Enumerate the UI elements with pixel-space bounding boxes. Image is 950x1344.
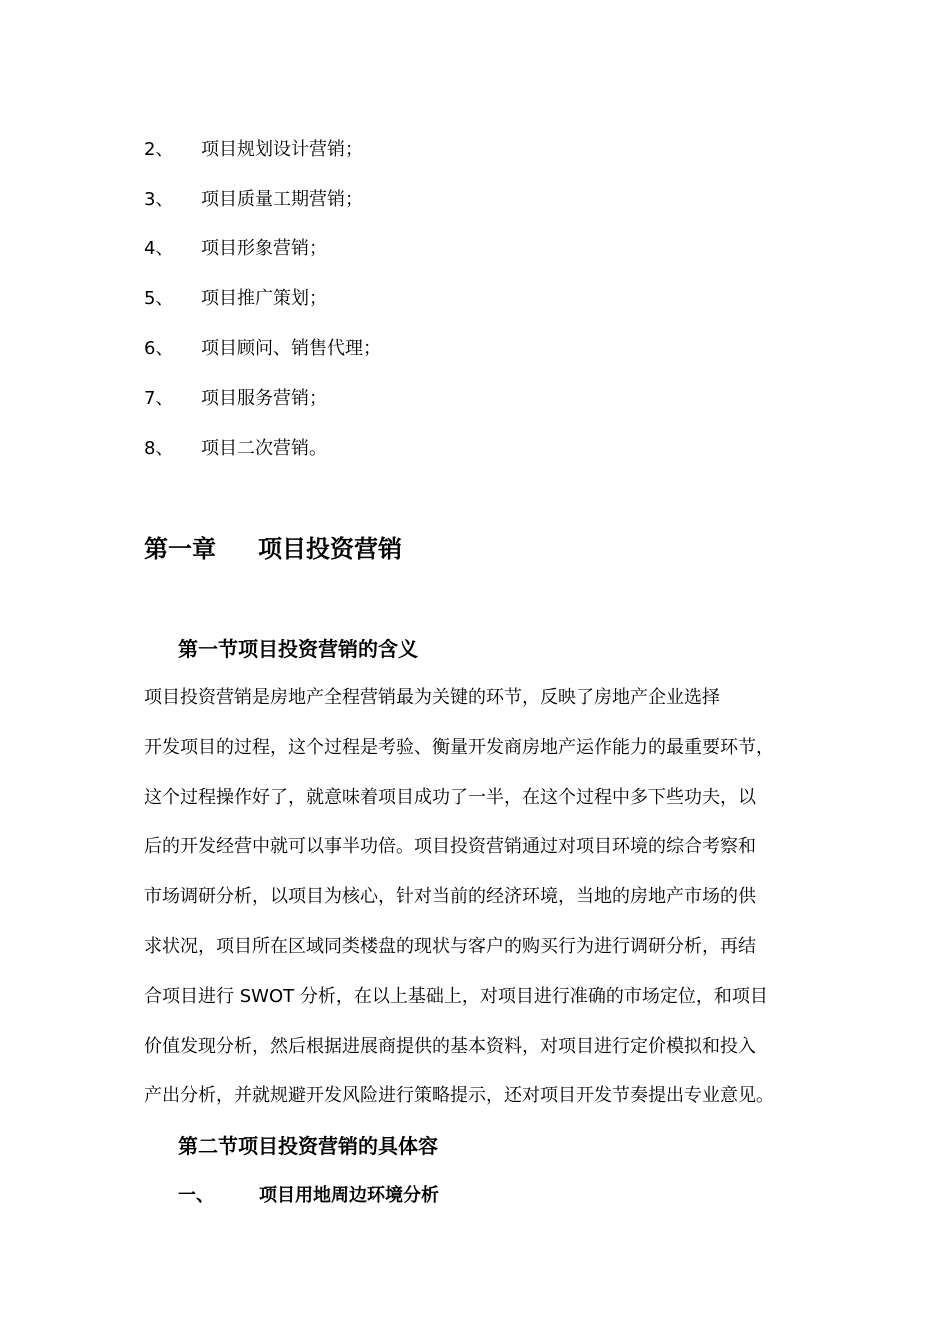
list-item-text: 项目质量工期营销； xyxy=(201,189,363,210)
paragraph-line: 求状况，项目所在区域同类楼盘的现状与客户的购买行为进行调研分析，再结 xyxy=(144,936,756,957)
list-item-text: 项目形象营销； xyxy=(201,238,327,259)
chapter-heading xyxy=(144,533,402,565)
list-item-number: 4、 xyxy=(144,238,174,259)
sub-heading-text: 项目用地周边环境分析 xyxy=(259,1185,439,1206)
paragraph-line: 开发项目的过程，这个过程是考验、衡量开发商房地产运作能力的最重要环节， xyxy=(144,737,774,758)
sub-heading-number: 一、 xyxy=(178,1185,214,1206)
list-item-text: 项目二次营销。 xyxy=(201,438,327,459)
list-item-number: 5、 xyxy=(144,288,174,309)
list-item-text: 项目顾问、销售代理； xyxy=(201,338,381,359)
list-item-number: 6、 xyxy=(144,338,174,359)
list-item xyxy=(144,188,363,212)
list-item xyxy=(144,237,327,261)
list-item-number: 2、 xyxy=(144,139,174,160)
paragraph-line: 价值发现分析，然后根据进展商提供的基本资料，对项目进行定价模拟和投入 xyxy=(144,1036,756,1057)
list-item-number: 7、 xyxy=(144,388,174,409)
list-item xyxy=(144,387,327,411)
list-item-number: 3、 xyxy=(144,189,174,210)
list-item-text: 项目服务营销； xyxy=(201,388,327,409)
list-item-text: 项目推广策划； xyxy=(201,288,327,309)
paragraph-line: 后的开发经营中就可以事半功倍。项目投资营销通过对项目环境的综合考察和 xyxy=(144,836,756,857)
paragraph-line: 合项目进行 SWOT 分析，在以上基础上，对项目进行准确的市场定位，和项目 xyxy=(144,986,768,1007)
paragraph-line: 产出分析，并就规避开发风险进行策略提示，还对项目开发节奏提出专业意见。 xyxy=(144,1085,774,1106)
list-item xyxy=(144,337,381,361)
list-item xyxy=(144,437,327,461)
paragraph-line: 市场调研分析，以项目为核心，针对当前的经济环境，当地的房地产市场的供 xyxy=(144,886,756,907)
list-item xyxy=(144,287,327,311)
section-heading: 第二节项目投资营销的具体容 xyxy=(178,1134,438,1158)
chapter-title: 项目投资营销 xyxy=(258,535,402,563)
list-item-number: 8、 xyxy=(144,438,174,459)
sub-heading xyxy=(178,1183,439,1209)
chapter-number: 第一章 xyxy=(144,535,216,563)
list-item xyxy=(144,138,363,162)
list-item-text: 项目规划设计营销； xyxy=(201,139,363,160)
paragraph-line: 项目投资营销是房地产全程营销最为关键的环节，反映了房地产企业选择 xyxy=(144,687,720,708)
section-heading: 第一节项目投资营销的含义 xyxy=(178,637,418,661)
paragraph-line: 这个过程操作好了，就意味着项目成功了一半，在这个过程中多下些功夫，以 xyxy=(144,787,756,808)
